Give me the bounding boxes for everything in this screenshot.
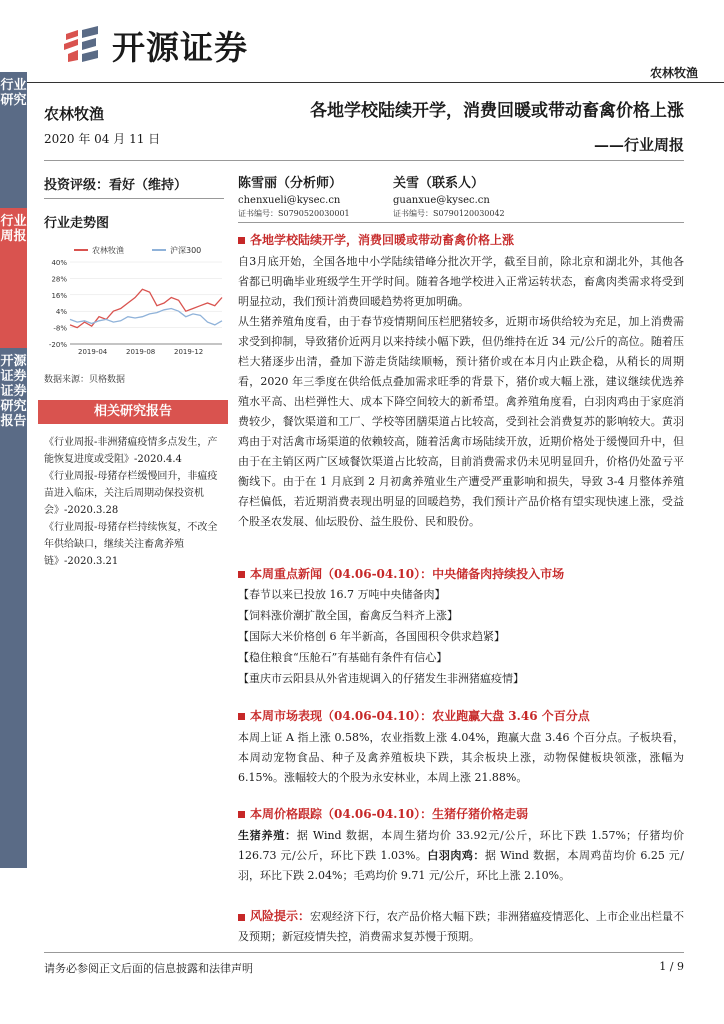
- analyst-cert: 证书编号：S0790520030001: [238, 209, 350, 218]
- x-tick-label: 2019-04: [78, 348, 108, 356]
- section-heading: 各地学校陆续开学，消费回暖或带动畜禽价格上涨: [238, 230, 684, 250]
- news-item: 【饲料涨价潮扩散全国，畜禽反刍料齐上涨】: [238, 609, 458, 622]
- section-paragraph: 从生猪养殖角度看，由于春节疫情期间压栏肥猪较多，近期市场供给较为充足，加上消费需求受到抑制，导致猪价近两月以来持续小幅下跌，但仍维持在近 34 元/公斤的高位。随着压栏大猪逐步出清，叠加下游走货陆续顺畅，预计猪价或在本月内止跌企稳，从稍长的周期看，2020 年三季度在供给低点叠加需求旺季的背景下，猪价或大幅上涨，建议继续优选养殖水平高、出栏弹性大、成本下降空间较大的新希望。禽养殖角度看，白羽肉鸡由于家庭消费较少，餐饮渠道和工厂、学校等团膳渠道占比较高，受到社会消费复苏的影响较大。黄羽鸡由于对活禽市场渠道的依赖较高，随着活禽市场陆续开放，近期价格处于缓慢回升中，但由于在主销区两广区域餐饮渠道占比较高，目前消费需求仍未见明显回升，价格仍处盈亏平衡线下。由于在 1 月底到 2 月初禽养殖业生产遭受严重影响和损失，导致 3-4 月整体养殖存栏偏低，若近期消费表现出明显的回暖趋势，我们预计产品价格有望实现快速上涨，受益个股圣农发展、仙坛股份、益生股份、民和股份。: [238, 315, 684, 528]
- brand-logo-text: 开源证券: [112, 28, 248, 67]
- section-paragraph: 生猪养殖：据 Wind 数据，本周生猪均价 33.92元/公斤，环比下跌 1.57%；仔猪均价 126.73 元/公斤，环比下跌 1.03%。白羽肉鸡：据 Wind 数据，本周鸡苗均价 6.25 元/羽，环比下跌 2.04%；毛鸡均价 9.71 元/公斤，环比上涨 2.10%。: [238, 829, 684, 882]
- news-item: 【国际大米价格创 6 年半新高，各国囤积令供求趋紧】: [238, 630, 505, 643]
- x-tick-label: 2019-12: [174, 348, 204, 356]
- y-tick-label: 16%: [51, 291, 67, 300]
- section-5: [238, 906, 684, 947]
- side-strip-brand: 开源证券 证券研究报告: [0, 348, 27, 868]
- label: 白羽肉鸡：: [427, 849, 485, 862]
- related-report-link[interactable]: 《行业周报-母猪存栏缓慢回升，非瘟疫苗进入临床，关注后周期动保投资机会》-2020.3.28: [44, 471, 218, 516]
- footer-disclaimer[interactable]: 请务必参阅正文后面的信息披露和法律声明: [44, 962, 253, 975]
- header-divider: [0, 82, 724, 83]
- trend-chart-title: 行业走势图: [44, 216, 110, 231]
- legend-label: 沪深300: [170, 246, 202, 255]
- related-report-link[interactable]: 《行业周报-非洲猪瘟疫情多点发生，产能恢复进度或受阻》-2020.4.4: [44, 437, 218, 465]
- divider: [44, 198, 224, 199]
- y-tick-label: -20%: [48, 341, 67, 349]
- related-reports-header: 相关研究报告: [38, 400, 228, 424]
- news-item: 【春节以来已投放 16.7 万吨中央储备肉】: [238, 588, 446, 601]
- bullet-icon: [238, 713, 245, 720]
- analyst-cert: 证书编号：S0790120030042: [393, 209, 505, 218]
- risk-label: 风险提示：: [250, 909, 311, 923]
- divider: [44, 160, 684, 161]
- divider: [238, 222, 684, 223]
- analyst-1: [238, 172, 350, 219]
- section-4: [238, 804, 684, 886]
- footer-divider: [44, 952, 684, 953]
- bullet-icon: [238, 237, 245, 244]
- side-strip-weekly: 行业周报: [0, 208, 27, 348]
- legend-label: 农林牧渔: [92, 246, 124, 255]
- brand-logo-icon: [62, 24, 104, 66]
- analyst-email[interactable]: chenxueli@kysec.cn: [238, 195, 341, 206]
- analyst-name: 关雪（联系人）: [393, 176, 485, 191]
- data-source: 数据来源：贝格数据: [44, 375, 126, 385]
- sector-name: 农林牧渔: [44, 105, 105, 123]
- x-tick-label: 2019-08: [126, 348, 156, 356]
- header-sector-tag: 农林牧渔: [649, 66, 698, 80]
- report-date: 2020 年 04 月 11 日: [44, 132, 161, 146]
- y-tick-label: -8%: [53, 324, 67, 333]
- investment-rating: 投资评级：看好（维持）: [44, 178, 188, 193]
- section-3: [238, 706, 684, 788]
- bullet-icon: [238, 914, 245, 921]
- section-1: [238, 230, 684, 532]
- analyst-name: 陈雪丽（分析师）: [238, 176, 343, 191]
- section-paragraph: 自3月底开始，全国各地中小学陆续错峰分批次开学，截至目前，除北京和湖北外，其他各省都已明确毕业班级学生开学时间。随着各地学校进入正常运转状态，畜禽肉类需求将受到明显拉动，我们预计消费回暖趋势将更加明确。: [238, 255, 684, 308]
- related-reports-list: [44, 434, 224, 570]
- trend-chart: [44, 240, 228, 366]
- section-heading: 本周市场表现（04.06-04.10）：农业跑赢大盘 3.46 个百分点: [238, 706, 684, 726]
- section-paragraph: 本周上证 A 指上涨 0.58%，农业指数上涨 4.04%，跑赢大盘 3.46 个百分点。子板块看，本周动宠物食品、种子及禽养殖板块下跌，其余板块上涨，动物保健板块领涨，涨幅为 6.15%。涨幅较大的个股为永安林业，本周上涨 21.88%。: [238, 731, 684, 784]
- bullet-icon: [238, 571, 245, 578]
- risk-text: 宏观经济下行，农产品价格大幅下跌；非洲猪瘟疫情恶化、上市企业出栏量不及预期；新冠疫情失控，消费需求复苏慢于预期。: [238, 910, 685, 943]
- analyst-2: [393, 172, 505, 219]
- bullet-icon: [238, 811, 245, 818]
- y-tick-label: 4%: [55, 308, 67, 317]
- y-tick-label: 28%: [51, 275, 67, 284]
- report-title: 各地学校陆续开学，消费回暖或带动畜禽价格上涨: [310, 101, 684, 121]
- news-item: 【重庆市云阳县从外省违规调入的仔猪发生非洲猪瘟疫情】: [238, 672, 524, 685]
- side-strip-research: 行业研究: [0, 72, 27, 208]
- related-report-link[interactable]: 《行业周报-母猪存栏持续恢复，不改全年供给缺口，继续关注畜禽养殖链》-2020.3.21: [44, 522, 218, 567]
- news-item: 【稳住粮食“压舱石”有基础有条件有信心】: [238, 651, 448, 664]
- section-heading: 本周价格跟踪（04.06-04.10）：生猪仔猪价格走弱: [238, 804, 684, 824]
- label: 生猪养殖：: [238, 829, 297, 842]
- analysts-block: [238, 172, 684, 220]
- analyst-email[interactable]: guanxue@kysec.cn: [393, 195, 490, 206]
- report-subtitle: ——行业周报: [593, 136, 684, 154]
- page-number: 1 / 9: [659, 960, 684, 973]
- y-tick-label: 40%: [51, 259, 67, 267]
- section-heading: 本周重点新闻（04.06-04.10）：中央储备肉持续投入市场: [238, 564, 684, 584]
- section-2: [238, 564, 684, 689]
